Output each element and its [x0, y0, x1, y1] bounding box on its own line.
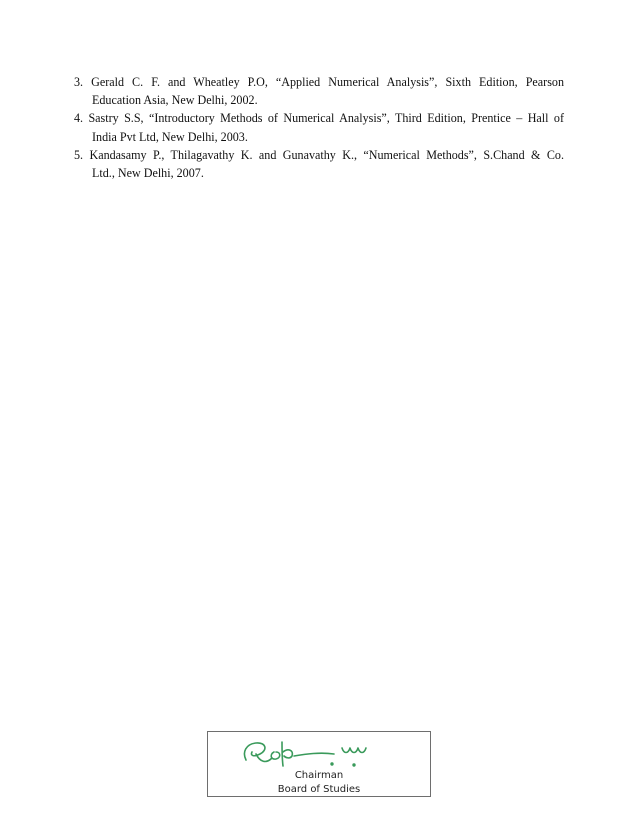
reference-list [74, 73, 564, 182]
board-of-studies-title: Board of Studies [277, 784, 361, 795]
reference-line-continued: India Pvt Ltd, New Delhi, 2003. [92, 129, 248, 144]
reference-item-3 [74, 73, 564, 109]
reference-item-5 [74, 146, 564, 182]
chairman-title: Chairman [294, 770, 344, 781]
reference-line: 5. Kandasamy P., Thilagavathy K. and Gunavathy K., “Numerical Methods”, S.Chand & Co. [74, 147, 564, 162]
reference-item-4 [74, 109, 564, 145]
reference-line: 4. Sastry S.S, “Introductory Methods of Numerical Analysis”, Third Edition, Prentice – Hall of [74, 111, 564, 126]
reference-line-continued: Education Asia, New Delhi, 2002. [92, 93, 258, 108]
handwritten-signature [236, 734, 386, 770]
reference-line: 3. Gerald C. F. and Wheatley P.O, “Applied Numerical Analysis”, Sixth Edition, Pearson [74, 75, 564, 89]
reference-line-continued: Ltd., New Delhi, 2007. [92, 166, 204, 181]
signature-box [207, 731, 431, 797]
